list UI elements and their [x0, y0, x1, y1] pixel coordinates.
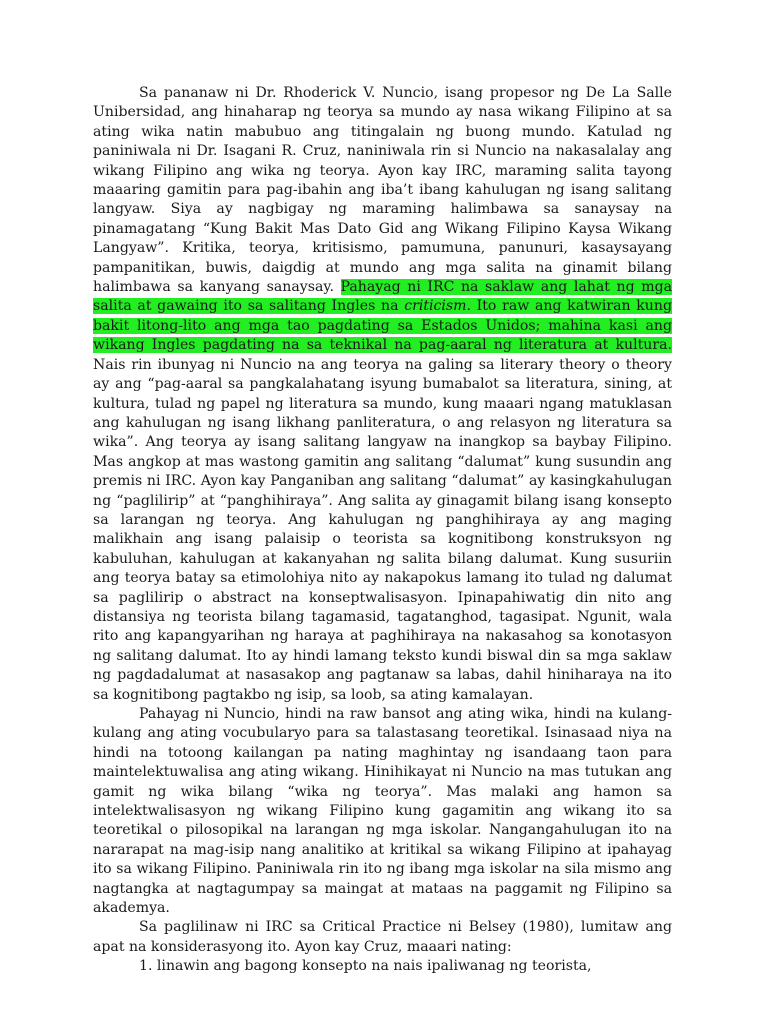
paragraph-1-text: Sa pananaw ni Dr. Rhoderick V. Nuncio, isang propesor ng De La Salle Unibersidad, ang hinaharap ng teorya sa mundo ay nasa wikang Filipino at sa ating wika natin mabubuo ang titingalain ng buong mundo. Katulad ng paniniwala ni Dr. Isagani R. Cruz, naniniwala rin si Nuncio na nakasalalay ang wikang Filipino ang wika ng teorya. Ayon kay IRC, maraming salita tayong maaaring gamitin para pag-ibahin ang iba’t ibang kahulugan ng isang salitang langyaw. Siya ay nagbigay ng maraming halimbawa sa sanaysay na pinamagatang “Kung Bakit Mas Dato Gid ang Wikang Filipino Kaysa Wikang Langyaw”. Kritika, teorya, kritisismo, pamumuna, panunuri, kasaysayang pampanitikan, buwis, daigdig at mundo ang mga salita na ginamit bilang halimbawa sa kanyang sanaysay.	[93, 85, 672, 296]
paragraph-3: Sa paglilinaw ni IRC sa Critical Practice ni Belsey (1980), lumitaw ang apat na konsiderasyong ito. Ayon kay Cruz, maaari nating:	[93, 919, 672, 955]
list-item: 1. linawin ang bagong konsepto na nais ipaliwanag ng teorista,	[139, 958, 592, 975]
highlight-italic-term: criticism	[404, 298, 467, 315]
highlight-text-a: Pahayag ni IRC na saklaw ang lahat ng mga salita at gawaing ito sa salitang Ingles na	[93, 279, 673, 315]
paragraph-1-continuation: Nais rin ibunyag ni Nuncio na ang teorya na galing sa literary theory o theory ay ang “pag-aaral sa pangkalahatang isyung bumabalot sa literatura, sining, at kultura, tulad ng papel ng literatura sa mundo, kung maaari ngang matuklasan ang kahulugan ng isang likhang panliteratura, o ang relasyon ng literatura sa wika”. Ang teorya ay isang salitang langyaw na inangkop sa baybay Filipino. Mas angkop at mas wastong gamitin ang salitang “dalumat” kung susundin ang premis ni IRC. Ayon kay Panganiban ang salitang “dalumat” ay kasingkahulugan ng “paglilirip” at “panghihiraya”. Ang salita ay ginagamit bilang isang konsepto sa larangan ng teorya. Ang kahulugan ng panghihiraya ay ang maging malikhain ang isang palaisip o teorista sa kognitibong konstruksyon ng kabuluhan, kahulugan at kakanyahan ng salita bilang dalumat. Kung susuriin ang teorya batay sa etimolohiya nito ay nakapokus lamang ito tulad ng dalumat sa paglilirip o abstract na konseptwalisasyon. Ipinapahiwatig din nito ang distansiya ng teorista bilang tagamasid, tagatanghod, tagasipat. Ngunit, wala rito ang kapangyarihan ng haraya at paghihiraya na nakasahog sa konotasyon ng salitang dalumat. Ito ay hindi lamang teksto kundi biswal din sa mga saklaw ng pagdadalumat at nasasakop ang pagtanaw sa labas, dahil hiniharaya na ito sa kognitibong pagtakbo ng isip, sa loob, sa ating kamalayan.	[93, 356, 672, 703]
paragraph-1	[93, 84, 672, 705]
highlight-text-b: . Ito raw ang katwiran kung bakit litong-lito ang mga tao pagdating sa Estados Unidos; mahina kasi ang wikang Ingles pagdating na sa teknikal na pag-aaral ng literatura at kultura.	[93, 298, 672, 354]
paragraph-2: Pahayag ni Nuncio, hindi na raw bansot ang ating wika, hindi na kulang-kulang ang ating vocubularyo para sa talastasang teoretikal. Isinasaad niya na hindi na totoong kailangan pa nating maghintay ng isandaang taon para maintelektuwalisa ang ating wikang. Hinihikayat ni Nuncio na mas tutukan ang gamit ng wika bilang “wika ng teorya”. Mas malaki ang hamon sa intelektwalisasyon ng wikang Filipino kung gagamitin ang wikang ito sa teoretikal o pilosopikal na larangan ng mga iskolar. Nangangahulugan ito na nararapat na mag-isip nang analitiko at kritikal sa wikang Filipino at ipahayag ito sa wikang Filipino. Paniniwala rin ito ng ibang mga iskolar na sila mismo ang nagtangka at nagtagumpay sa maingat at mataas na paggamit ng Filipino sa akademya.	[93, 706, 672, 917]
